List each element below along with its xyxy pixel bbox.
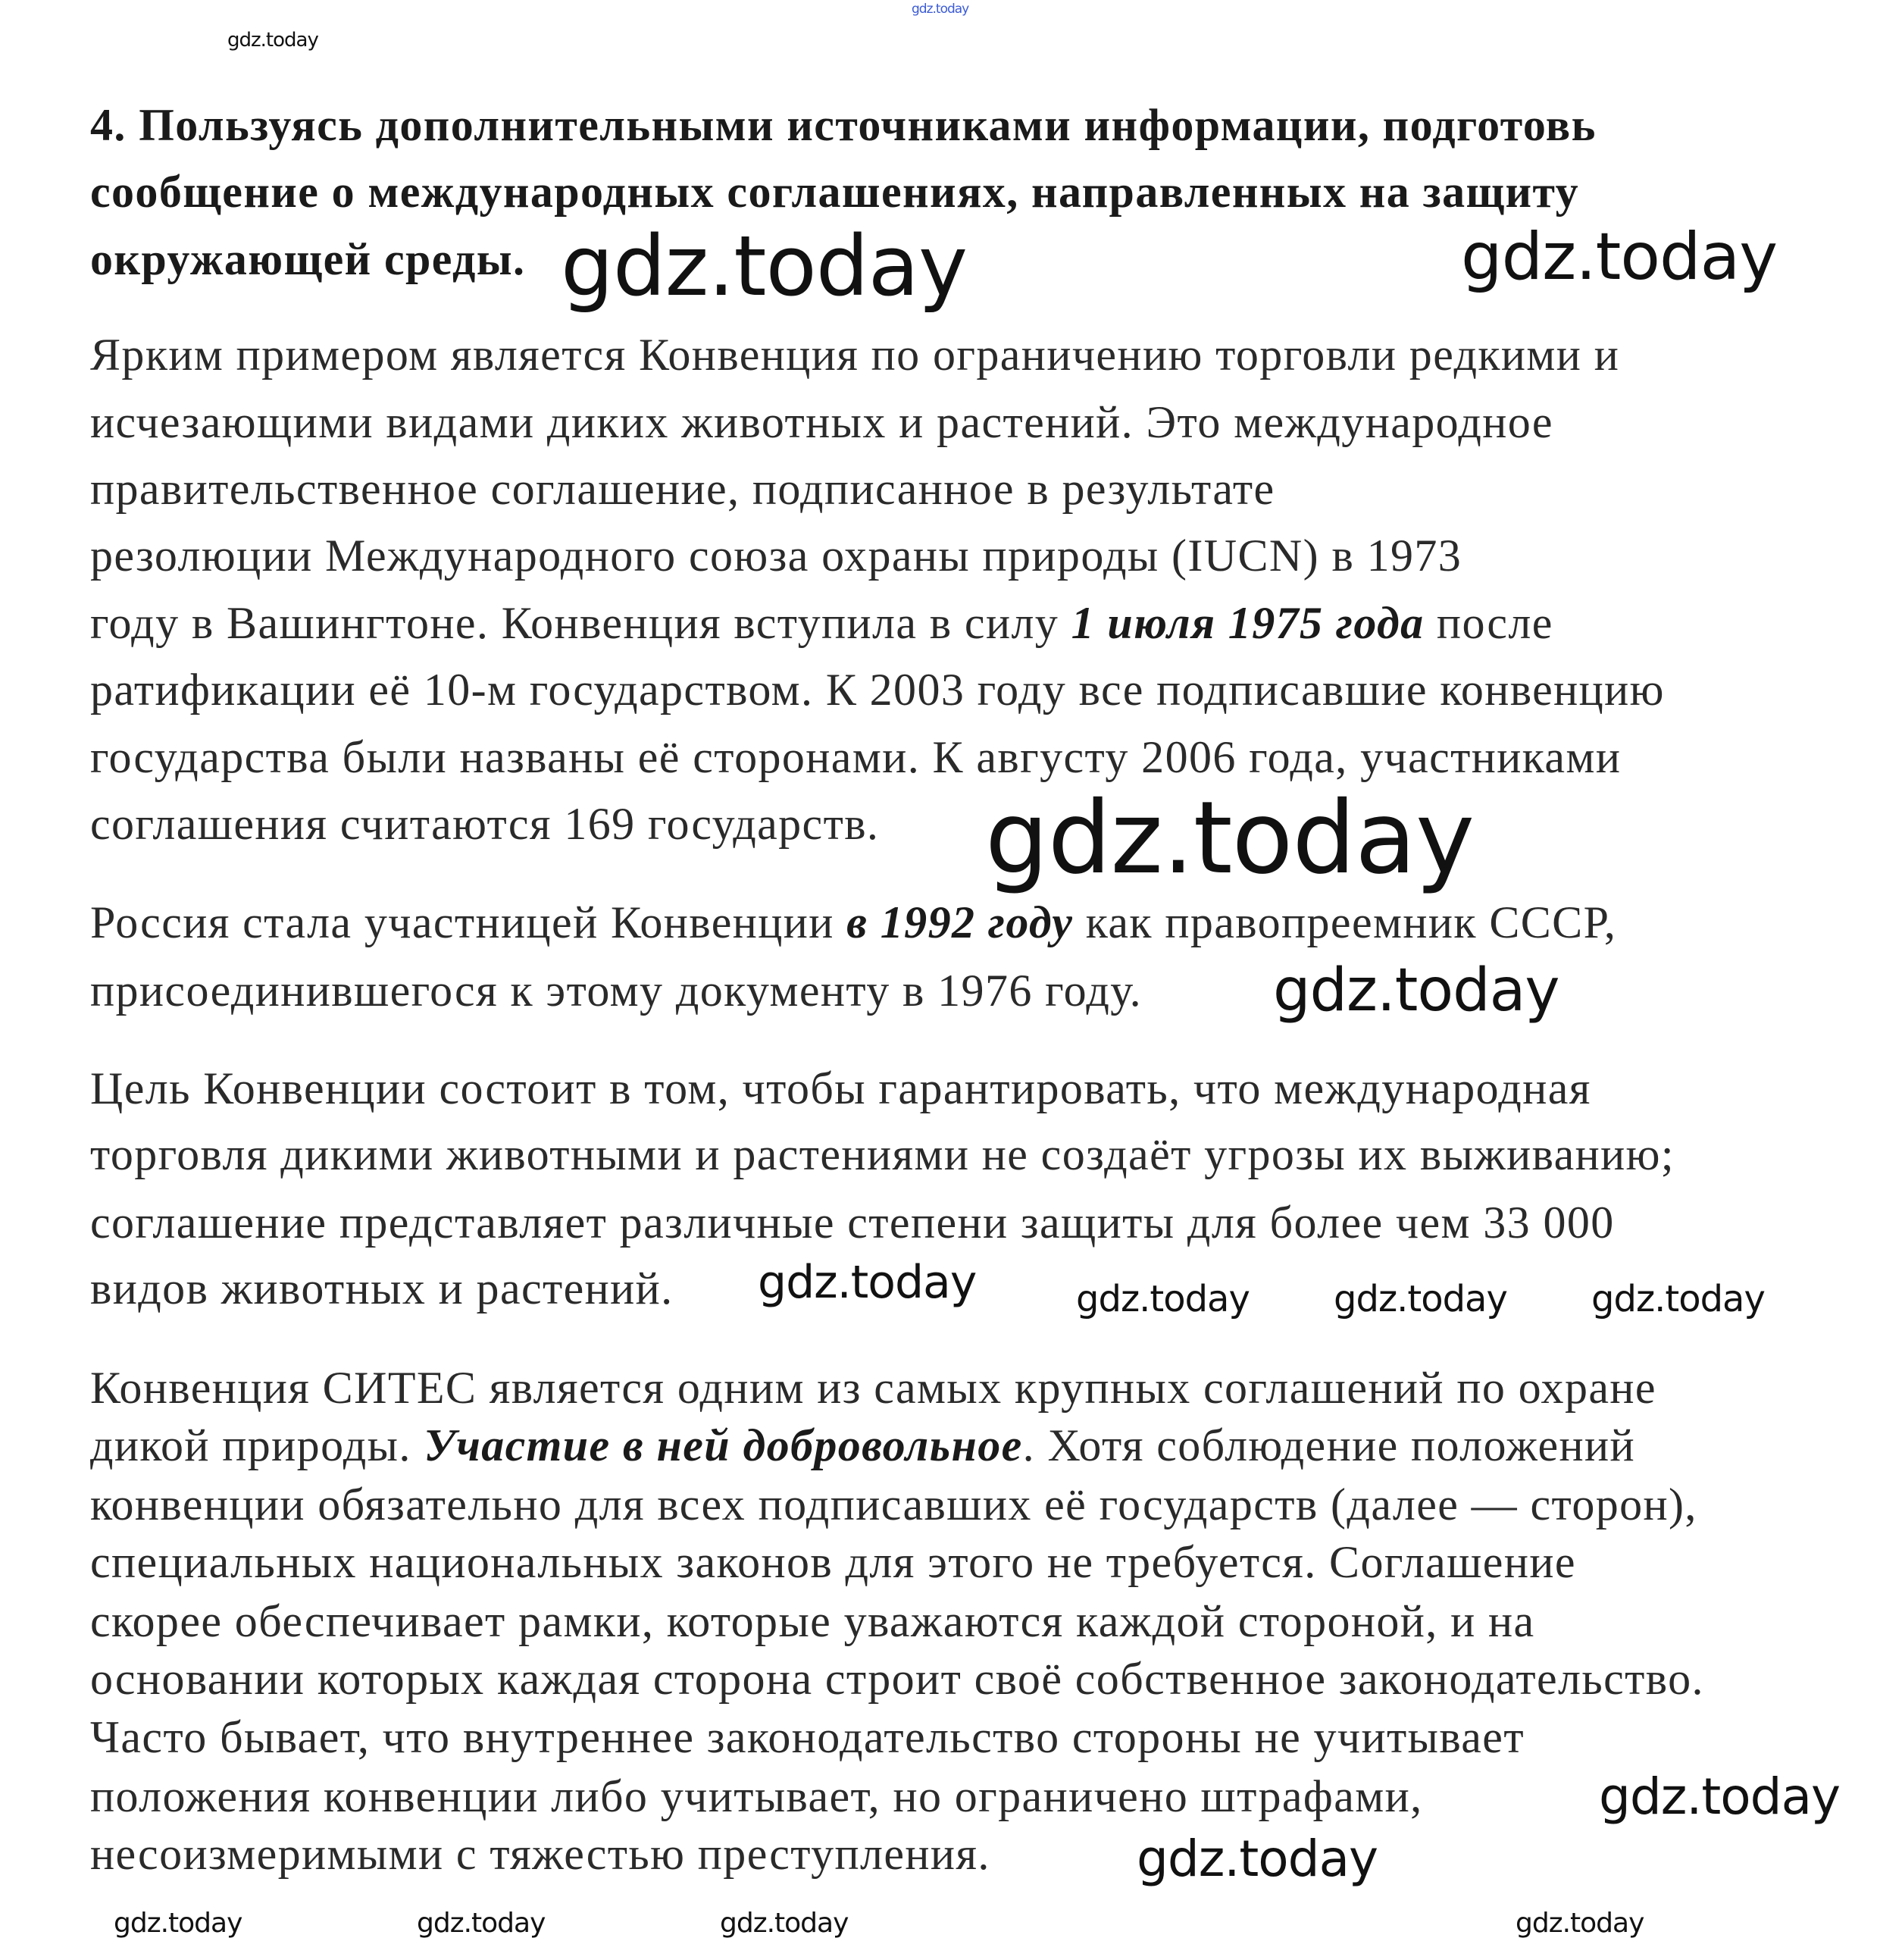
- watermark: gdz.today: [720, 1908, 849, 1939]
- paragraph-line: [90, 1261, 674, 1316]
- paragraph-line: [90, 395, 1553, 449]
- text-segment: торговля дикими животными и растениями не создаёт угрозы их выживанию;: [90, 1129, 1675, 1179]
- task-heading-line: [90, 164, 1579, 219]
- text-segment: основании которых каждая сторона строит своё собственное законодательство.: [90, 1654, 1704, 1704]
- watermark: gdz.today: [758, 1256, 977, 1309]
- text-segment: положения конвенции либо учитывает, но ограничено штрафами,: [90, 1771, 1423, 1821]
- text-segment: 4. Пользуясь дополнительными источниками информации, подготовь: [90, 100, 1597, 150]
- text-segment: Цель Конвенции состоит в том, чтобы гарантировать, что международная: [90, 1063, 1591, 1113]
- text-segment: . Хотя соблюдение положений: [1022, 1420, 1636, 1470]
- watermark: gdz.today: [417, 1908, 546, 1939]
- paragraph-line: [90, 528, 1462, 583]
- text-segment: соглашение представляет различные степени защиты для более чем 33 000: [90, 1198, 1615, 1248]
- paragraph-line: [90, 1594, 1535, 1648]
- text-segment: соглашения считаются 169 государств.: [90, 799, 880, 849]
- paragraph-line: [90, 730, 1621, 784]
- paragraph-line: [90, 1360, 1656, 1415]
- paragraph-line: [90, 1477, 1697, 1532]
- paragraph-line: [90, 1127, 1675, 1182]
- watermark: gdz.today: [227, 29, 318, 52]
- paragraph-line: [90, 1535, 1576, 1589]
- text-segment: дикой природы.: [90, 1420, 424, 1470]
- paragraph-line: [90, 662, 1665, 717]
- emphasis-text: Участие в ней добровольное: [424, 1420, 1023, 1470]
- text-segment: правительственное соглашение, подписанное в результате: [90, 464, 1275, 514]
- task-heading-line: [90, 98, 1597, 152]
- text-segment: присоединившегося к этому документу в 1976 году.: [90, 966, 1143, 1016]
- text-segment: резолюции Международного союза охраны природы (IUCN) в 1973: [90, 531, 1462, 581]
- paragraph-line: [90, 1652, 1704, 1706]
- watermark: gdz.today: [1076, 1278, 1250, 1320]
- watermark: gdz.today: [1137, 1830, 1378, 1888]
- emphasis-text: 1 июля 1975 года: [1071, 598, 1425, 648]
- paragraph-line: [90, 1418, 1635, 1473]
- watermark: gdz.today: [1461, 219, 1778, 295]
- text-segment: государства были названы её сторонами. К августу 2006 года, участниками: [90, 732, 1622, 782]
- watermark: gdz.today: [114, 1908, 242, 1939]
- watermark: gdz.today: [1273, 957, 1559, 1025]
- watermark: gdz.today: [1334, 1278, 1507, 1320]
- text-segment: Ярким примером является Конвенция по ограничению торговли редкими и: [90, 330, 1620, 380]
- watermark: gdz.today: [912, 2, 969, 17]
- paragraph-line: [90, 1769, 1423, 1824]
- text-segment: исчезающими видами диких животных и растений. Это международное: [90, 397, 1553, 447]
- watermark: gdz.today: [985, 780, 1475, 897]
- text-segment: как правопреемник СССР,: [1073, 897, 1617, 947]
- watermark: gdz.today: [561, 218, 968, 315]
- watermark: gdz.today: [1516, 1908, 1644, 1939]
- emphasis-text: в 1992 году: [846, 897, 1074, 947]
- text-segment: видов животных и растений.: [90, 1263, 674, 1313]
- paragraph-line: [90, 327, 1619, 382]
- paragraph-line: [90, 895, 1616, 950]
- text-segment: ратификации её 10-м государством. К 2003 году все подписавшие конвенцию: [90, 665, 1665, 715]
- text-segment: Часто бывает, что внутреннее законодательство стороны не учитывает: [90, 1712, 1525, 1762]
- text-segment: несоизмеримыми с тяжестью преступления.: [90, 1829, 990, 1879]
- task-heading-line: [90, 232, 525, 286]
- paragraph-line: [90, 1061, 1591, 1116]
- paragraph-line: [90, 1195, 1615, 1250]
- watermark: gdz.today: [1591, 1278, 1765, 1320]
- paragraph-line: [90, 462, 1275, 516]
- paragraph-line: [90, 1710, 1525, 1764]
- text-segment: Конвенция СИТЕС является одним из самых крупных соглашений по охране: [90, 1363, 1656, 1413]
- text-segment: окружающей среды.: [90, 234, 526, 284]
- text-segment: сообщение о международных соглашениях, направленных на защиту: [90, 167, 1579, 217]
- watermark: gdz.today: [1599, 1767, 1841, 1826]
- paragraph-line: [90, 1827, 990, 1881]
- paragraph-line: [90, 596, 1553, 650]
- text-segment: году в Вашингтоне. Конвенция вступила в силу: [90, 598, 1071, 648]
- text-segment: скорее обеспечивает рамки, которые уважаются каждой стороной, и на: [90, 1596, 1535, 1646]
- paragraph-line: [90, 797, 879, 851]
- paragraph-line: [90, 963, 1142, 1018]
- text-segment: Россия стала участницей Конвенции: [90, 897, 847, 947]
- text-segment: конвенции обязательно для всех подписавших её государств (далее — сторон),: [90, 1479, 1697, 1529]
- text-segment: специальных национальных законов для этого не требуется. Соглашение: [90, 1537, 1576, 1587]
- text-segment: после: [1424, 598, 1553, 648]
